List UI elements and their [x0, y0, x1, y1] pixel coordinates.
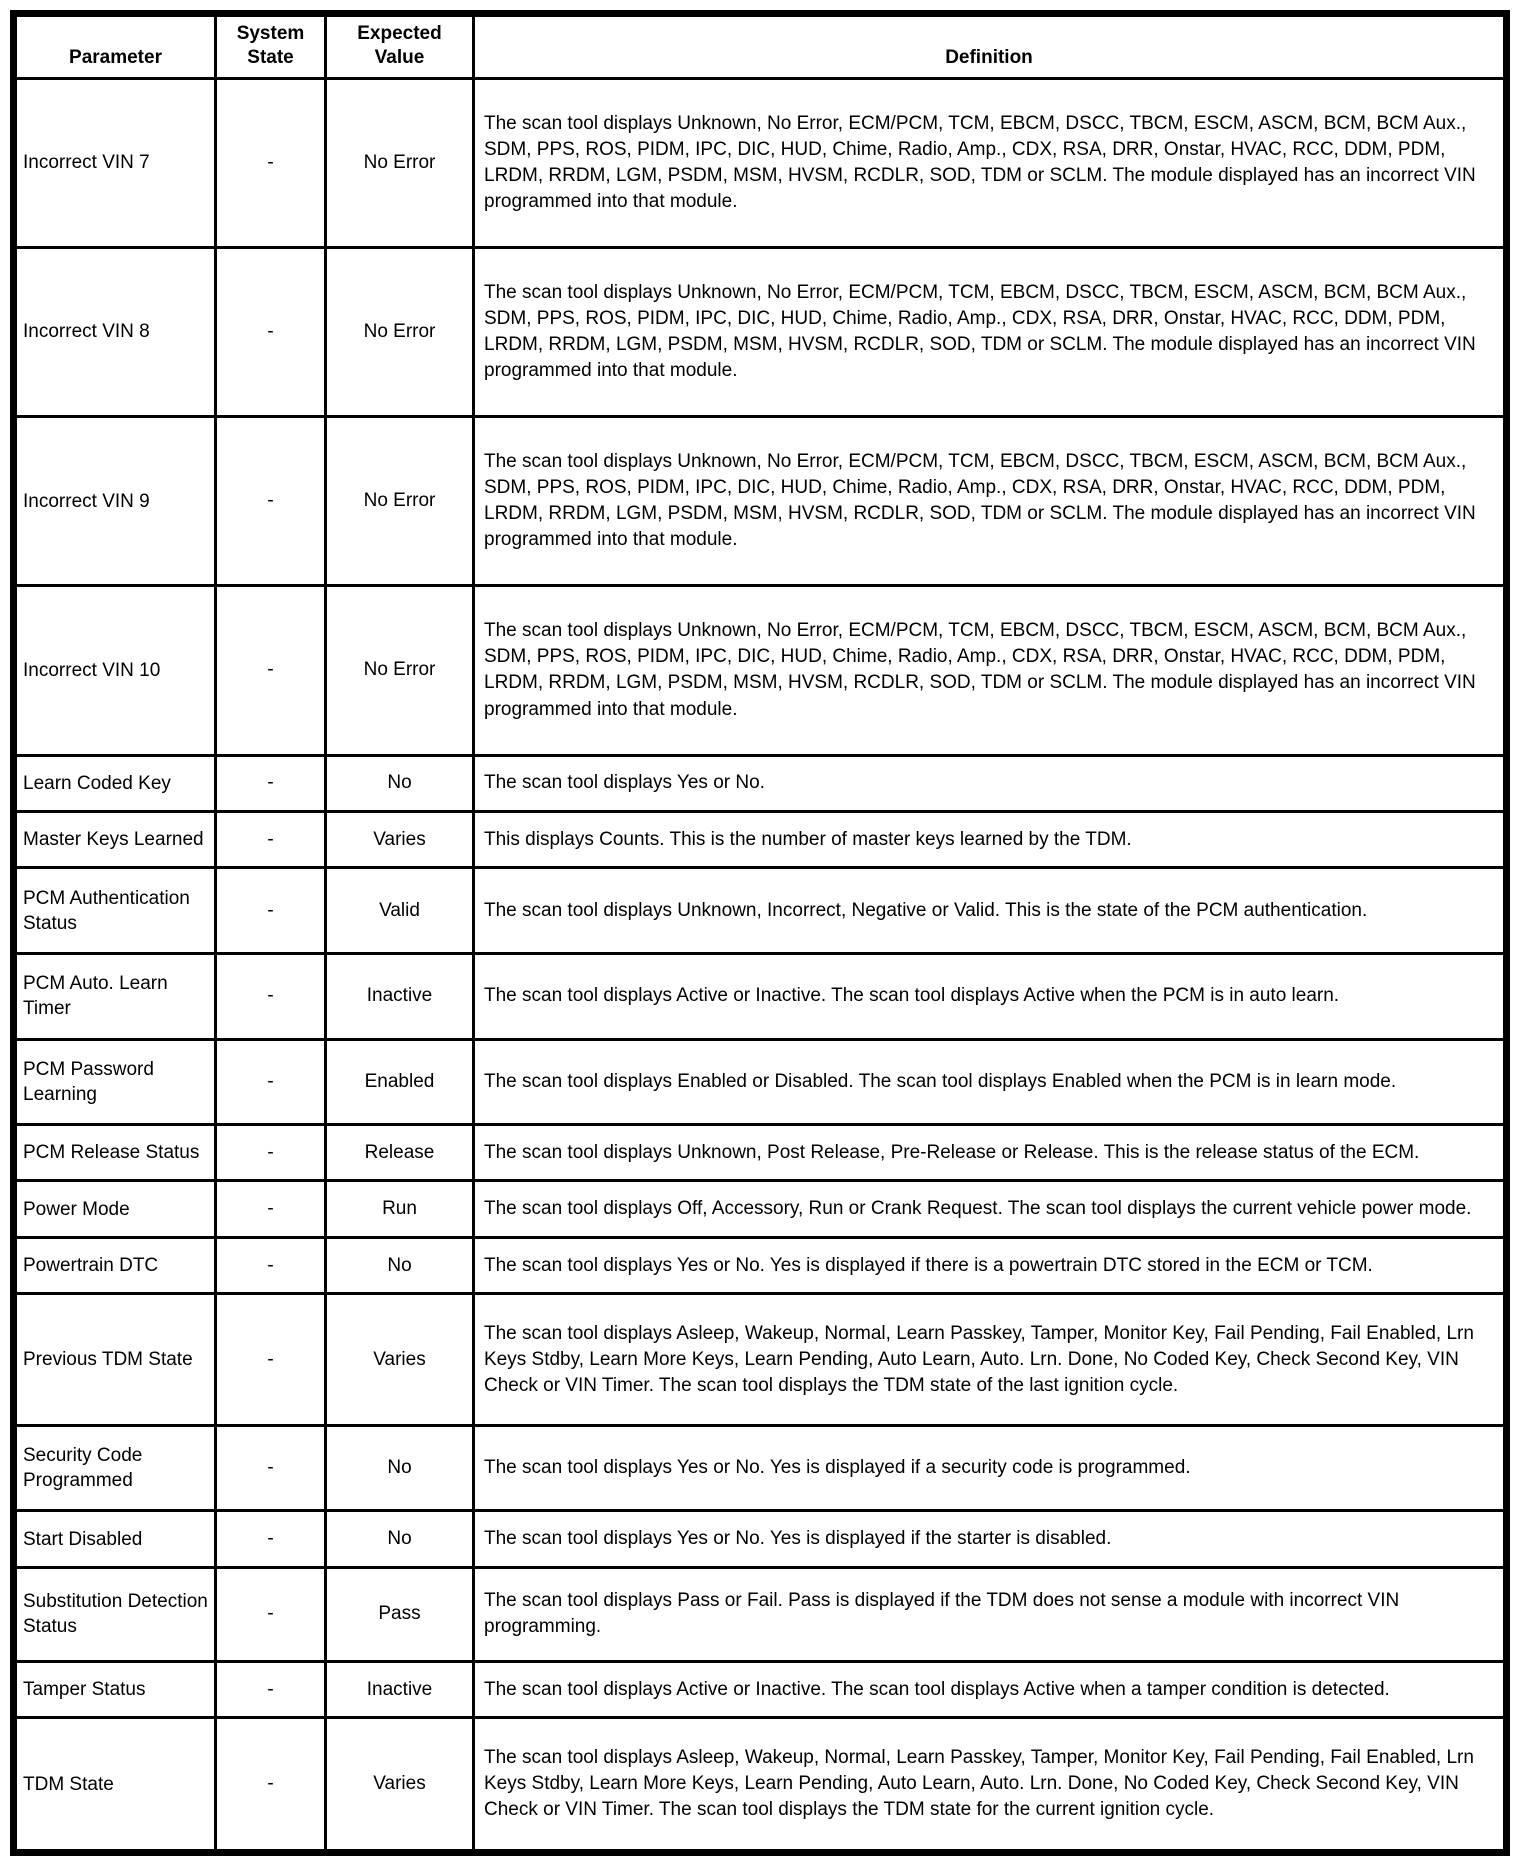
- parameter-cell: TDM State: [14, 1718, 216, 1853]
- table-row: [14, 1511, 1507, 1567]
- expected-value-cell: Varies: [326, 1718, 474, 1853]
- table-row: [14, 1294, 1507, 1426]
- system-state-cell: -: [216, 1125, 326, 1181]
- expected-value-cell: Varies: [326, 812, 474, 868]
- expected-value-cell: No Error: [326, 247, 474, 416]
- parameter-cell: Tamper Status: [14, 1661, 216, 1717]
- table-row: [14, 78, 1507, 247]
- table-row: [14, 1718, 1507, 1853]
- definition-cell: The scan tool displays Active or Inactive. The scan tool displays Active when a tamper condition is detected.: [474, 1661, 1507, 1717]
- definition-cell: The scan tool displays Unknown, No Error, ECM/PCM, TCM, EBCM, DSCC, TBCM, ESCM, ASCM, BCM, BCM Aux., SDM, PPS, ROS, PIDM, IPC, DIC, HUD, Chime, Radio, Amp., CDX, RSA, DRR, Onstar, HVAC, RCC, DDM, PDM, LRDM, RRDM, LGM, PSDM, MSM, HVSM, RCDLR, SOD, TDM or SCLM. The module displayed has an incorrect VIN programmed into that module.: [474, 417, 1507, 586]
- col-header-definition: Definition: [474, 14, 1507, 79]
- expected-value-cell: No: [326, 755, 474, 811]
- system-state-cell: -: [216, 1661, 326, 1717]
- system-state-cell: -: [216, 953, 326, 1039]
- definition-cell: The scan tool displays Enabled or Disabled. The scan tool displays Enabled when the PCM is in learn mode.: [474, 1039, 1507, 1125]
- parameter-cell: Power Mode: [14, 1181, 216, 1237]
- col-header-expected-value: Expected Value: [326, 14, 474, 79]
- definition-cell: The scan tool displays Unknown, Incorrect, Negative or Valid. This is the state of the PCM authentication.: [474, 868, 1507, 954]
- parameter-cell: Security Code Programmed: [14, 1425, 216, 1511]
- table-row: [14, 1567, 1507, 1661]
- system-state-cell: -: [216, 417, 326, 586]
- parameter-cell: Incorrect VIN 7: [14, 78, 216, 247]
- system-state-cell: -: [216, 1718, 326, 1853]
- definition-cell: The scan tool displays Unknown, No Error, ECM/PCM, TCM, EBCM, DSCC, TBCM, ESCM, ASCM, BCM, BCM Aux., SDM, PPS, ROS, PIDM, IPC, DIC, HUD, Chime, Radio, Amp., CDX, RSA, DRR, Onstar, HVAC, RCC, DDM, PDM, LRDM, RRDM, LGM, PSDM, MSM, HVSM, RCDLR, SOD, TDM or SCLM. The module displayed has an incorrect VIN programmed into that module.: [474, 247, 1507, 416]
- definition-cell: The scan tool displays Yes or No. Yes is displayed if a security code is programmed.: [474, 1425, 1507, 1511]
- parameter-cell: PCM Authentication Status: [14, 868, 216, 954]
- definition-cell: The scan tool displays Active or Inactive. The scan tool displays Active when the PCM is in auto learn.: [474, 953, 1507, 1039]
- system-state-cell: -: [216, 1039, 326, 1125]
- system-state-cell: -: [216, 755, 326, 811]
- system-state-cell: -: [216, 1294, 326, 1426]
- parameter-cell: Previous TDM State: [14, 1294, 216, 1426]
- definition-cell: The scan tool displays Off, Accessory, Run or Crank Request. The scan tool displays the current vehicle power mode.: [474, 1181, 1507, 1237]
- expected-value-cell: Valid: [326, 868, 474, 954]
- parameter-cell: Incorrect VIN 10: [14, 586, 216, 755]
- parameter-cell: Learn Coded Key: [14, 755, 216, 811]
- definition-cell: The scan tool displays Yes or No. Yes is displayed if there is a powertrain DTC stored in the ECM or TCM.: [474, 1237, 1507, 1293]
- table-row: [14, 1181, 1507, 1237]
- expected-value-cell: No Error: [326, 78, 474, 247]
- expected-value-cell: No Error: [326, 586, 474, 755]
- parameter-cell: PCM Auto. Learn Timer: [14, 953, 216, 1039]
- definition-cell: The scan tool displays Unknown, No Error, ECM/PCM, TCM, EBCM, DSCC, TBCM, ESCM, ASCM, BCM, BCM Aux., SDM, PPS, ROS, PIDM, IPC, DIC, HUD, Chime, Radio, Amp., CDX, RSA, DRR, Onstar, HVAC, RCC, DDM, PDM, LRDM, RRDM, LGM, PSDM, MSM, HVSM, RCDLR, SOD, TDM or SCLM. The module displayed has an incorrect VIN programmed into that module.: [474, 586, 1507, 755]
- system-state-cell: -: [216, 247, 326, 416]
- expected-value-cell: Release: [326, 1125, 474, 1181]
- expected-value-cell: Enabled: [326, 1039, 474, 1125]
- table-row: [14, 1661, 1507, 1717]
- parameter-cell: Master Keys Learned: [14, 812, 216, 868]
- table-row: [14, 953, 1507, 1039]
- expected-value-cell: No Error: [326, 417, 474, 586]
- expected-value-cell: No: [326, 1511, 474, 1567]
- expected-value-cell: Varies: [326, 1294, 474, 1426]
- definition-cell: This displays Counts. This is the number of master keys learned by the TDM.: [474, 812, 1507, 868]
- parameter-cell: Start Disabled: [14, 1511, 216, 1567]
- table-row: [14, 586, 1507, 755]
- expected-value-cell: No: [326, 1237, 474, 1293]
- parameter-cell: PCM Password Learning: [14, 1039, 216, 1125]
- system-state-cell: -: [216, 1567, 326, 1661]
- system-state-cell: -: [216, 1425, 326, 1511]
- scan-tool-parameter-table: [10, 10, 1510, 1856]
- system-state-cell: -: [216, 586, 326, 755]
- expected-value-cell: Inactive: [326, 953, 474, 1039]
- table-row: [14, 868, 1507, 954]
- parameter-cell: Incorrect VIN 9: [14, 417, 216, 586]
- definition-cell: The scan tool displays Asleep, Wakeup, Normal, Learn Passkey, Tamper, Monitor Key, Fail Pending, Fail Enabled, Lrn Keys Stdby, Learn More Keys, Learn Pending, Auto Learn, Auto. Lrn. Done, No Coded Key, Check Second Key, VIN Check or VIN Timer. The scan tool displays the TDM state of the last ignition cycle.: [474, 1294, 1507, 1426]
- expected-value-cell: Inactive: [326, 1661, 474, 1717]
- expected-value-cell: Run: [326, 1181, 474, 1237]
- parameter-cell: Incorrect VIN 8: [14, 247, 216, 416]
- definition-cell: The scan tool displays Unknown, Post Release, Pre-Release or Release. This is the release status of the ECM.: [474, 1125, 1507, 1181]
- table-row: [14, 417, 1507, 586]
- system-state-cell: -: [216, 812, 326, 868]
- expected-value-cell: No: [326, 1425, 474, 1511]
- expected-value-cell: Pass: [326, 1567, 474, 1661]
- definition-cell: The scan tool displays Asleep, Wakeup, Normal, Learn Passkey, Tamper, Monitor Key, Fail Pending, Fail Enabled, Lrn Keys Stdby, Learn More Keys, Learn Pending, Auto Learn, Auto. Lrn. Done, No Coded Key, Check Second Key, VIN Check or VIN Timer. The scan tool displays the TDM state for the current ignition cycle.: [474, 1718, 1507, 1853]
- system-state-cell: -: [216, 1181, 326, 1237]
- definition-cell: The scan tool displays Pass or Fail. Pass is displayed if the TDM does not sense a module with incorrect VIN programming.: [474, 1567, 1507, 1661]
- col-header-parameter: Parameter: [14, 14, 216, 79]
- definition-cell: The scan tool displays Unknown, No Error, ECM/PCM, TCM, EBCM, DSCC, TBCM, ESCM, ASCM, BCM, BCM Aux., SDM, PPS, ROS, PIDM, IPC, DIC, HUD, Chime, Radio, Amp., CDX, RSA, DRR, Onstar, HVAC, RCC, DDM, PDM, LRDM, RRDM, LGM, PSDM, MSM, HVSM, RCDLR, SOD, TDM or SCLM. The module displayed has an incorrect VIN programmed into that module.: [474, 78, 1507, 247]
- table-row: [14, 1425, 1507, 1511]
- table-row: [14, 755, 1507, 811]
- definition-cell: The scan tool displays Yes or No. Yes is displayed if the starter is disabled.: [474, 1511, 1507, 1567]
- system-state-cell: -: [216, 1511, 326, 1567]
- header-row: [14, 14, 1507, 79]
- table-row: [14, 812, 1507, 868]
- parameter-cell: Powertrain DTC: [14, 1237, 216, 1293]
- parameter-cell: PCM Release Status: [14, 1125, 216, 1181]
- system-state-cell: -: [216, 78, 326, 247]
- col-header-system-state: System State: [216, 14, 326, 79]
- parameter-cell: Substitution Detection Status: [14, 1567, 216, 1661]
- table-row: [14, 1039, 1507, 1125]
- table-row: [14, 247, 1507, 416]
- table-row: [14, 1237, 1507, 1293]
- system-state-cell: -: [216, 1237, 326, 1293]
- definition-cell: The scan tool displays Yes or No.: [474, 755, 1507, 811]
- system-state-cell: -: [216, 868, 326, 954]
- table-row: [14, 1125, 1507, 1181]
